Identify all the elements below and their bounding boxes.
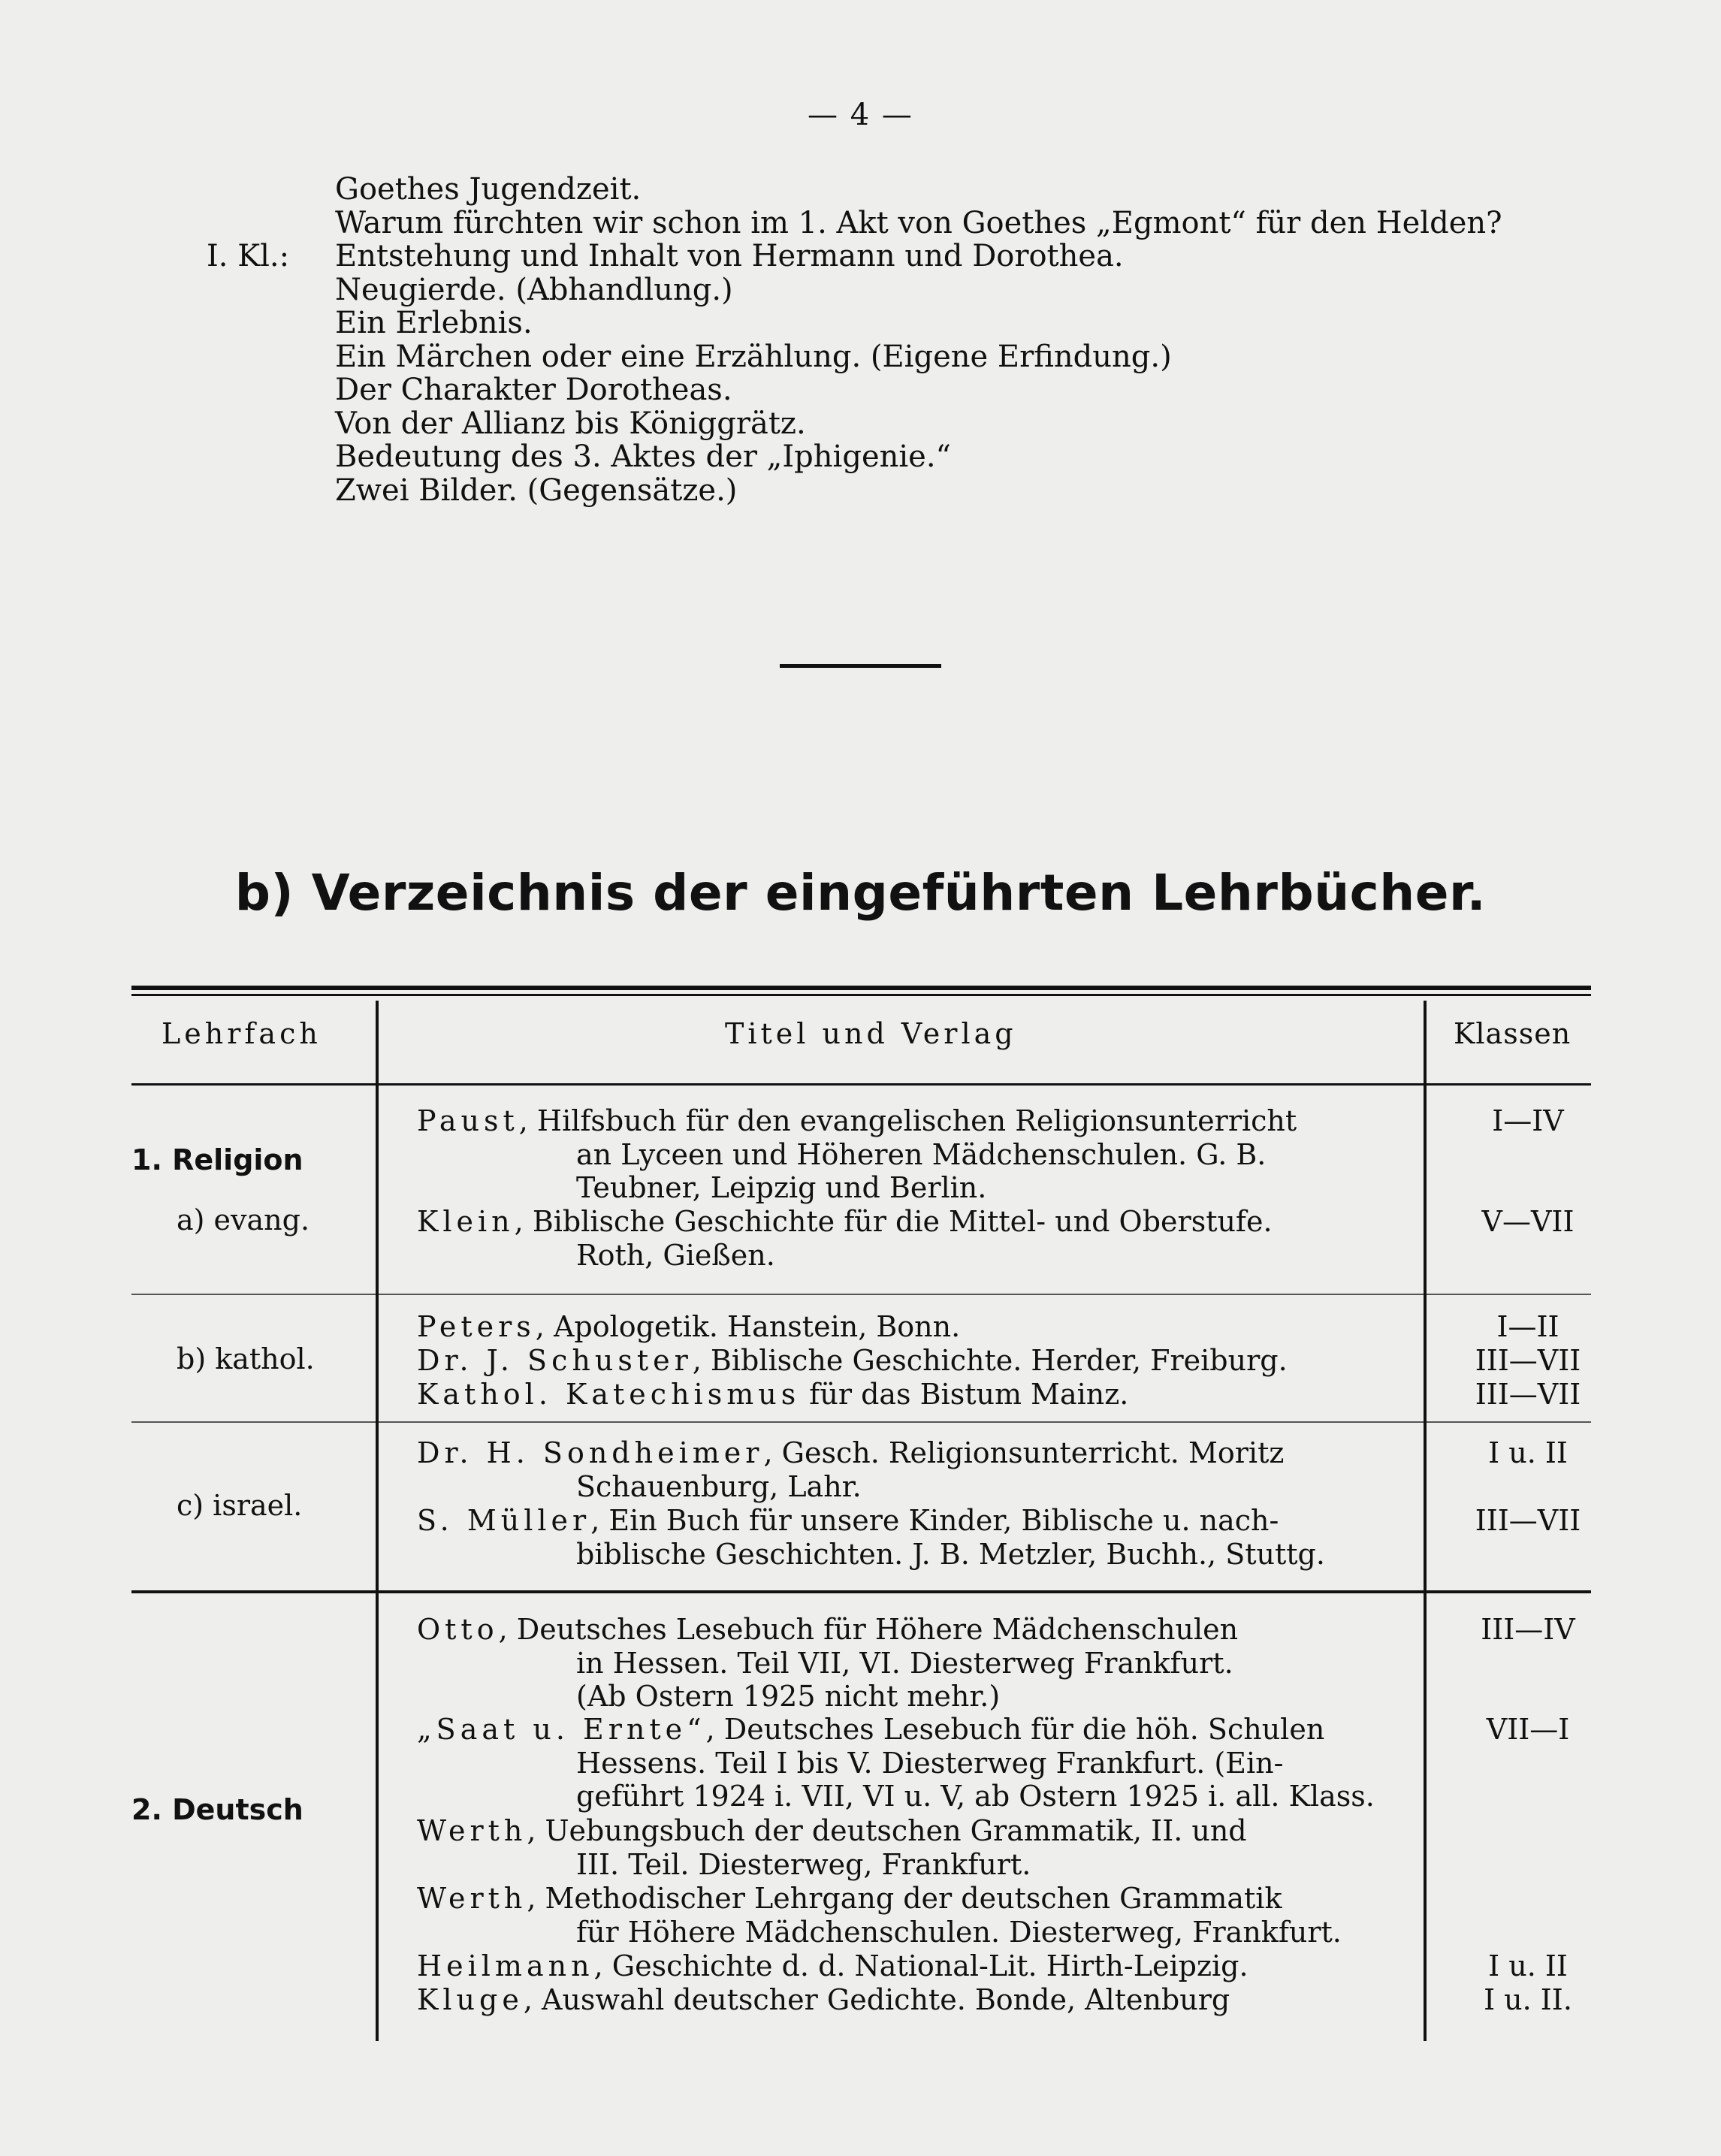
essay-topic-text: Goethes Jugendzeit. [335, 172, 642, 207]
entry-text: , Biblische Geschichte für die Mittel- und Oberstufe. [514, 1205, 1273, 1238]
entry-classes: I u. II. [1484, 1983, 1572, 2016]
entry-continuation: an Lyceen und Höheren Mädchenschulen. G. B. [576, 1137, 1267, 1171]
essay-topic [0, 173, 1721, 207]
entry-text: , Uebungsbuch der deutschen Grammatik, II. und [527, 1814, 1247, 1847]
textbook-entry [417, 1310, 1529, 1344]
entry-continuation: III. Teil. Diesterweg, Frankfurt. [576, 1847, 1031, 1881]
textbook-entry [417, 1949, 1529, 1983]
essay-topic-text: Neugierde. (Abhandlung.) [335, 272, 733, 307]
entry-text: , Biblische Geschichte. Herder, Freiburg. [692, 1344, 1288, 1377]
author: Dr. H. Sondheimer [417, 1436, 764, 1469]
entry-classes: I—IV [1492, 1104, 1564, 1137]
textbook-entry [417, 1613, 1529, 1714]
column-rule [376, 1001, 379, 2041]
entry-continuation: Roth, Gießen. [576, 1238, 775, 1272]
row-separator [131, 1590, 1591, 1593]
author: S. Müller [417, 1504, 591, 1537]
section-heading: b) Verzeichnis der eingeführten Lehrbücher. [234, 864, 1487, 922]
essay-topic-text: Ein Erlebnis. [335, 306, 533, 340]
textbook-table [131, 986, 1591, 2041]
textbook-entry [417, 1983, 1529, 2017]
textbook-entry [417, 1436, 1529, 1503]
header-rule [131, 1083, 1591, 1086]
subject-israel: c) israel. [177, 1489, 303, 1522]
essay-topic [0, 474, 1721, 508]
header-classes: Klassen [1454, 1017, 1572, 1050]
author: Heilmann [417, 1949, 594, 1982]
table-top-rule-thin [131, 994, 1591, 996]
entry-text: , Deutsches Lesebuch für Höhere Mädchenschulen [498, 1613, 1239, 1646]
essay-topic-text: Der Charakter Dorotheas. [335, 373, 732, 407]
textbook-entry [417, 1814, 1529, 1881]
author: Kathol. Katechismus [417, 1378, 801, 1411]
entry-continuation: biblische Geschichten. J. B. Metzler, Buchh., Stuttg. [576, 1537, 1325, 1571]
class-label: I. Kl.: [207, 239, 290, 273]
entry-classes: I u. II [1488, 1949, 1568, 1982]
textbook-entry [417, 1882, 1529, 1949]
entry-continuation: (Ab Ostern 1925 nicht mehr.) [576, 1680, 1001, 1713]
textbook-entry [417, 1104, 1529, 1205]
textbook-entry [417, 1378, 1529, 1412]
entry-text: , Ein Buch für unsere Kinder, Biblische u. nach- [590, 1504, 1279, 1537]
entry-text: , Gesch. Religionsunterricht. Moritz [763, 1436, 1285, 1469]
essay-topic-text: Warum fürchten wir schon im 1. Akt von Goethes „Egmont“ für den Helden? [335, 205, 1502, 240]
entry-text: , Auswahl deutscher Gedichte. Bonde, Altenburg [523, 1983, 1230, 2016]
author: Paust [417, 1104, 519, 1137]
section-divider [780, 664, 941, 668]
author: Dr. J. Schuster [417, 1344, 693, 1377]
entry-classes: I u. II [1488, 1436, 1568, 1469]
entry-classes: III—IV [1481, 1613, 1575, 1646]
entry-continuation: geführt 1924 i. VII, VI u. V, ab Ostern 1925 i. all. Klass. [576, 1780, 1375, 1813]
table-top-rule [131, 986, 1591, 990]
row-separator [131, 1294, 1591, 1295]
textbook-entry [417, 1713, 1529, 1813]
entry-classes: III—VII [1475, 1504, 1581, 1537]
entry-text: , Methodischer Lehrgang der deutschen Grammatik [527, 1882, 1282, 1915]
entry-continuation: in Hessen. Teil VII, VI. Diesterweg Frankfurt. [576, 1646, 1233, 1680]
essay-topic [0, 440, 1721, 474]
entry-classes: VII—I [1486, 1713, 1570, 1746]
essay-topic-list [0, 173, 1721, 507]
header-subject: Lehrfach [162, 1017, 322, 1050]
subject-religion: 1. Religion [131, 1143, 303, 1176]
textbook-entry [417, 1504, 1529, 1571]
essay-topic [0, 273, 1721, 307]
essay-topic [0, 407, 1721, 441]
author: „Saat u. Ernte“ [417, 1713, 706, 1746]
entry-text: , Geschichte d. d. National-Lit. Hirth-Leipzig. [593, 1949, 1248, 1982]
essay-topic-text: Bedeutung des 3. Aktes der „Iphigenie.“ [335, 439, 951, 474]
essay-topic [0, 207, 1721, 240]
textbook-entry [417, 1205, 1529, 1272]
entry-text: , Hilfsbuch für den evangelischen Religionsunterricht [518, 1104, 1297, 1137]
entry-classes: I—II [1496, 1310, 1559, 1343]
row-separator [131, 1421, 1591, 1423]
essay-topic [0, 306, 1721, 340]
author: Kluge [417, 1983, 524, 2016]
author: Werth [417, 1882, 527, 1915]
author: Klein [417, 1205, 515, 1238]
essay-topic-text: Zwei Bilder. (Gegensätze.) [335, 473, 738, 508]
entry-classes: III—VII [1475, 1378, 1581, 1411]
essay-topic-text: Ein Märchen oder eine Erzählung. (Eigene Erfindung.) [335, 339, 1172, 374]
page-number: — 4 — [808, 98, 913, 132]
essay-topic-text: Entstehung und Inhalt von Hermann und Dorothea. [335, 239, 1124, 273]
essay-topic-text: Von der Allianz bis Königgrätz. [335, 406, 806, 441]
subject-evang: a) evang. [177, 1203, 310, 1237]
subject-deutsch: 2. Deutsch [131, 1793, 303, 1826]
entry-continuation: Teubner, Leipzig und Berlin. [576, 1171, 987, 1204]
essay-topic [0, 373, 1721, 407]
textbook-entry [417, 1344, 1529, 1378]
entry-text: für das Bistum Mainz. [800, 1378, 1129, 1411]
subject-kathol: b) kathol. [177, 1342, 315, 1375]
entry-text: , Deutsches Lesebuch für die höh. Schulen [705, 1713, 1325, 1746]
entry-classes: V—VII [1481, 1205, 1575, 1238]
header-title: Titel und Verlag [725, 1017, 1017, 1050]
essay-topic [0, 340, 1721, 374]
entry-continuation: Hessens. Teil I bis V. Diesterweg Frankfurt. (Ein- [576, 1746, 1284, 1780]
entry-continuation: für Höhere Mädchenschulen. Diesterweg, Frankfurt. [576, 1915, 1342, 1949]
author: Peters [417, 1310, 536, 1343]
entry-text: , Apologetik. Hanstein, Bonn. [535, 1310, 961, 1343]
essay-topic [0, 240, 1721, 273]
author: Werth [417, 1814, 527, 1847]
entry-continuation: Schauenburg, Lahr. [576, 1469, 862, 1503]
entry-classes: III—VII [1475, 1344, 1581, 1377]
author: Otto [417, 1613, 499, 1646]
